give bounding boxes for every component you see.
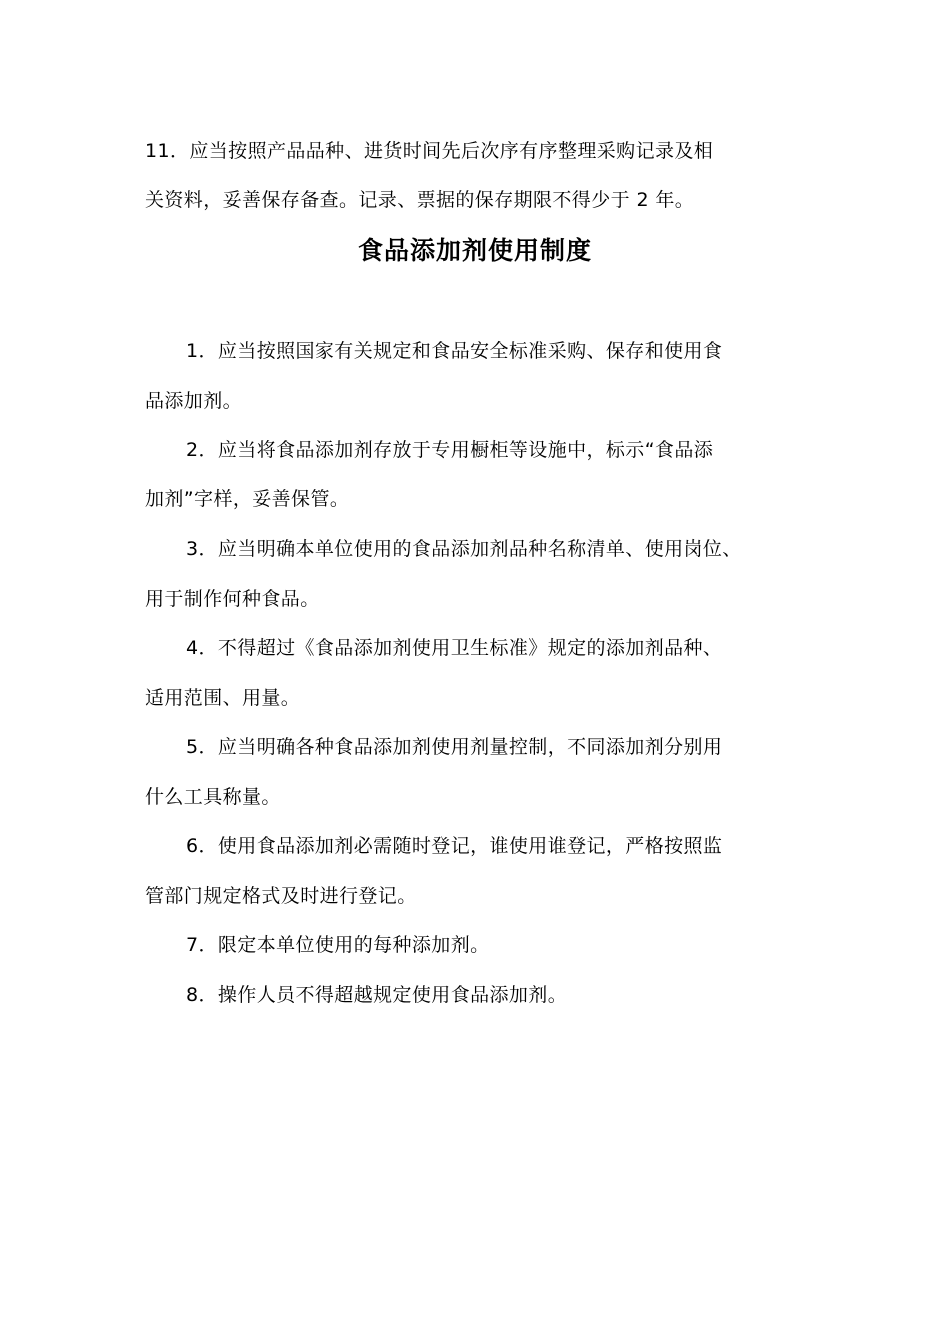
item-3-line-1: 3．应当明确本单位使用的食品添加剂品种名称清单、使用岗位、 bbox=[186, 538, 742, 560]
intro-paragraph-line-2: 关资料，妥善保存备查。记录、票据的保存期限不得少于 2 年。 bbox=[145, 189, 695, 211]
item-6-line-1: 6．使用食品添加剂必需随时登记，谁使用谁登记，严格按照监 bbox=[186, 835, 723, 857]
intro-paragraph-line-1: 11．应当按照产品品种、进货时间先后次序有序整理采购记录及相 bbox=[145, 140, 714, 162]
item-4-line-2: 适用范围、用量。 bbox=[145, 687, 301, 709]
item-7-line-1: 7．限定本单位使用的每种添加剂。 bbox=[186, 934, 490, 956]
item-4-line-1: 4．不得超过《食品添加剂使用卫生标准》规定的添加剂品种、 bbox=[186, 637, 723, 659]
item-1-line-1: 1．应当按照国家有关规定和食品安全标准采购、保存和使用食 bbox=[186, 340, 723, 362]
document-title: 食品添加剂使用制度 bbox=[357, 236, 592, 265]
item-1-line-2: 品添加剂。 bbox=[145, 390, 243, 412]
item-3-line-2: 用于制作何种食品。 bbox=[145, 588, 320, 610]
item-5-line-2: 什么工具称量。 bbox=[145, 786, 281, 808]
item-6-line-2: 管部门规定格式及时进行登记。 bbox=[145, 885, 417, 907]
item-2-line-1: 2．应当将食品添加剂存放于专用橱柜等设施中，标示“食品添 bbox=[186, 439, 714, 461]
item-5-line-1: 5．应当明确各种食品添加剂使用剂量控制，不同添加剂分别用 bbox=[186, 736, 723, 758]
item-8-line-1: 8．操作人员不得超越规定使用食品添加剂。 bbox=[186, 984, 568, 1006]
item-2-line-2: 加剂”字样，妥善保管。 bbox=[145, 488, 350, 510]
